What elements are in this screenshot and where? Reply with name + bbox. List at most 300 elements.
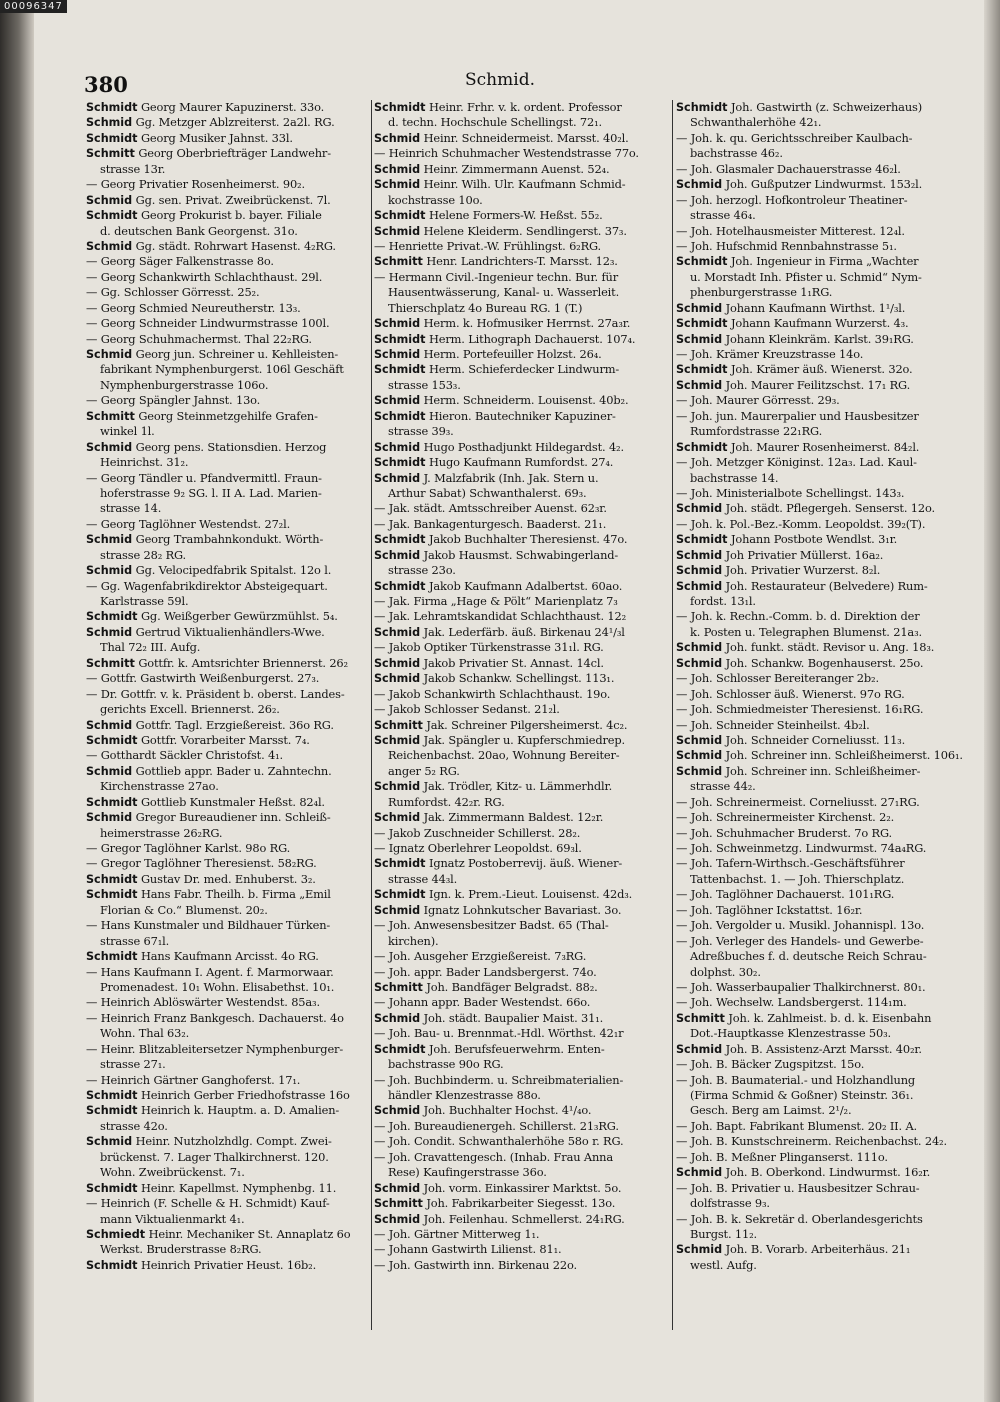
entry-text: Heinr. Schneidermeist. Marsst. 40₂l. — [420, 130, 629, 145]
entry-text: Jak. Trödler, Kitz- u. Lämmerhdlr. — [420, 779, 613, 794]
entry-text: — Joh. Wasserbaupalier Thalkirchnerst. 80₁. — [676, 979, 926, 994]
entry-text: Hieron. Bautechniker Kapuziner- — [425, 408, 616, 423]
entry-text: Karlstrasse 59l. — [100, 594, 189, 608]
directory-entry-line — [86, 193, 368, 208]
entry-text: — Joh. Condit. Schwanthalerhöhe 58o r. RG. — [374, 1134, 624, 1149]
surname: Schmid — [374, 625, 421, 639]
directory-entry-line — [676, 949, 964, 964]
entry-text: d. deutschen Bank Georgenst. 31o. — [100, 223, 298, 238]
directory-entry-line — [86, 934, 368, 949]
directory-entry-line — [676, 332, 964, 347]
entry-text: Jakob Schankw. Schellingst. 113₁. — [420, 671, 615, 686]
entry-text: — Joh. Schreinermeist. Corneliusst. 27₁RG. — [676, 794, 920, 809]
surname: Schmitt — [374, 255, 423, 269]
directory-entry-line — [374, 1134, 670, 1149]
surname: Schmid — [676, 1243, 723, 1257]
directory-entry-line — [86, 702, 368, 717]
surname: Schmid — [374, 1011, 421, 1025]
directory-entry-line — [374, 409, 670, 424]
entry-text: — Joh. k. Pol.-Bez.-Komm. Leopoldst. 39₂(T). — [676, 516, 926, 531]
directory-entry-line — [676, 517, 964, 532]
directory-entry-line — [86, 887, 368, 902]
directory-entry-line — [676, 270, 964, 285]
directory-entry-line — [676, 162, 964, 177]
surname: Schmid — [86, 239, 133, 253]
directory-entry-line — [676, 1042, 964, 1057]
directory-entry-line — [676, 872, 964, 887]
directory-entry-line — [374, 285, 670, 300]
directory-entry-line — [374, 455, 670, 470]
entry-text: Joh. Gastwirth (z. Schweizerhaus) — [727, 100, 923, 114]
directory-entry-line — [374, 1073, 670, 1088]
directory-entry-line — [374, 702, 670, 717]
directory-entry-line — [86, 718, 368, 733]
column-rule — [371, 100, 372, 1330]
directory-entry-line — [86, 779, 368, 794]
directory-entry-line — [86, 872, 368, 887]
surname: Schmid — [374, 1212, 421, 1226]
entry-text: Rumfordst. 42₂r. RG. — [388, 794, 505, 809]
directory-entry-line — [676, 594, 964, 609]
directory-entry-line — [86, 1026, 368, 1041]
entry-text: — Joh. Bureaudienergeh. Schillerst. 21₃RG. — [374, 1118, 619, 1133]
entry-text: strasse 14. — [100, 501, 162, 516]
entry-text: — Joh. k. qu. Gerichtsschreiber Kaulbach- — [676, 130, 913, 145]
entry-text: händler Klenzestrasse 88o. — [388, 1088, 541, 1102]
surname: Schmid — [374, 656, 421, 670]
entry-text: Joh. Feilenhau. Schmellerst. 24₁RG. — [420, 1211, 625, 1226]
entry-text: Kirchenstrasse 27ao. — [100, 779, 219, 794]
entry-text: Joh. Privatier Wurzerst. 8₂l. — [722, 563, 881, 578]
surname: Schmidt — [86, 610, 138, 624]
entry-text: Hans Fabr. Theilh. b. Firma „Emil — [137, 887, 331, 902]
entry-text: strasse 67₁l. — [100, 933, 170, 948]
surname: Schmid — [374, 440, 421, 454]
entry-text: Jakob Privatier St. Annast. 14cl. — [420, 655, 604, 670]
entry-text: Gg. sen. Privat. Zweibrückenst. 7l. — [132, 192, 331, 207]
directory-entry-line — [86, 532, 368, 547]
entry-text: — Gottfr. Gastwirth Weißenburgerst. 27₃. — [86, 671, 320, 686]
directory-entry-line — [374, 1150, 670, 1165]
entry-text: mann Viktualienmarkt 4₁. — [100, 1211, 245, 1226]
directory-entry-line — [676, 1212, 964, 1227]
surname: Schmid — [374, 224, 421, 238]
directory-entry-line — [374, 177, 670, 192]
entry-text: Rese) Kaufingerstrasse 36o. — [388, 1165, 547, 1180]
entry-text: dolfstrasse 9₃. — [690, 1196, 770, 1211]
surname: Schmidt — [374, 332, 426, 346]
entry-text: — Joh. Taglöhner Ickstattst. 16₂r. — [676, 902, 863, 917]
entry-text: Georg Maurer Kapuzinerst. 33o. — [137, 100, 325, 114]
entry-text: Georg Musiker Jahnst. 33l. — [137, 130, 293, 145]
entry-text: Promenadest. 10₁ Wohn. Elisabethst. 10₁. — [100, 979, 335, 994]
entry-text: — Joh. Glasmaler Dachauerstrasse 46₂l. — [676, 161, 901, 176]
surname: Schmitt — [374, 980, 423, 994]
entry-text: Heinrichst. 31₂. — [100, 455, 189, 470]
directory-entry-line — [676, 1073, 964, 1088]
entry-text: — Georg Privatier Rosenheimerst. 90₂. — [86, 177, 305, 192]
directory-entry-line — [676, 1088, 964, 1103]
surname: Schmid — [676, 1042, 723, 1056]
entry-text: — Joh. B. Bäcker Zugspitzst. 15o. — [676, 1057, 865, 1072]
entry-text: — Hermann Civil.-Ingenieur techn. Bur. für — [374, 269, 619, 284]
directory-entry-line — [374, 208, 670, 223]
directory-entry-line — [676, 224, 964, 239]
surname: Schmitt — [86, 409, 135, 423]
entry-text: Gottfr. Vorarbeiter Marsst. 7₄. — [137, 732, 310, 747]
directory-entry-line — [374, 810, 670, 825]
directory-entry-line — [374, 115, 670, 130]
directory-entry-line — [86, 362, 368, 377]
entry-text: heimerstrasse 26₂RG. — [100, 825, 223, 840]
directory-entry-line — [374, 718, 670, 733]
entry-text: — Joh. Schneider Steinheilst. 4b₂l. — [676, 717, 870, 732]
entry-text: Joh. k. Zahlmeist. b. d. k. Eisenbahn — [724, 1010, 932, 1025]
directory-entry-line — [374, 656, 670, 671]
surname: Schmidt — [374, 533, 426, 547]
directory-entry-line — [374, 224, 670, 239]
directory-entry-line — [86, 656, 368, 671]
directory-entry-line — [676, 656, 964, 671]
surname: Schmidt — [86, 131, 138, 145]
directory-entry-line — [676, 563, 964, 578]
entry-text: Heinrich Privatier Heust. 16b₂. — [137, 1257, 317, 1272]
entry-text: bachstrasse 14. — [690, 470, 779, 485]
directory-entry-line — [676, 131, 964, 146]
surname: Schmid — [676, 332, 723, 346]
entry-text: Tattenbachst. 1. — Joh. Thierschplatz. — [690, 871, 905, 886]
directory-entry-line — [676, 718, 964, 733]
entry-text: — Joh. Schweinmetzg. Lindwurmst. 74a₄RG. — [676, 841, 927, 855]
directory-entry-line — [86, 563, 368, 578]
surname: Schmid — [374, 178, 421, 192]
directory-entry-line — [676, 1227, 964, 1242]
directory-entry-line — [676, 980, 964, 995]
directory-entry-line — [86, 609, 368, 624]
entry-text: Joh. B. Vorarb. Arbeiterhäus. 21₁ — [722, 1242, 911, 1257]
entry-text: — Gregor Taglöhner Theresienst. 58₂RG. — [86, 856, 317, 871]
directory-entry-line — [374, 1181, 670, 1196]
directory-entry-line — [86, 517, 368, 532]
directory-entry-line — [86, 687, 368, 702]
directory-entry-line — [86, 440, 368, 455]
directory-entry-line — [86, 1134, 368, 1149]
entry-text: Hugo Kaufmann Rumfordst. 27₄. — [425, 455, 614, 470]
entry-text: Gottlieb appr. Bader u. Zahntechn. — [132, 763, 332, 778]
entry-text: — Joh. Vergolder u. Musikl. Johannispl. 13o. — [676, 918, 925, 933]
directory-entry-line — [86, 224, 368, 239]
entry-text: — Joh. Schreinermeister Kirchenst. 2₂. — [676, 810, 895, 825]
directory-entry-line — [374, 486, 670, 501]
directory-entry-line — [86, 625, 368, 640]
surname: Schmid — [676, 1166, 723, 1180]
directory-entry-line — [374, 1227, 670, 1242]
directory-entry-line — [676, 687, 964, 702]
directory-entry-line — [374, 1011, 670, 1026]
entry-text: Thierschplatz 4o Bureau RG. 1 (T.) — [388, 300, 583, 315]
directory-entry-line — [374, 903, 670, 918]
entry-text: Johann Kaufmann Wirthst. 1¹/₃l. — [722, 300, 906, 315]
directory-entry-line — [374, 980, 670, 995]
entry-text: Gesch. Berg am Laimst. 2¹/₂. — [690, 1103, 852, 1118]
surname: Schmidt — [86, 888, 138, 902]
entry-text: — Hans Kunstmaler und Bildhauer Türken- — [86, 918, 331, 933]
surname: Schmid — [374, 162, 421, 176]
surname: Schmid — [374, 811, 421, 825]
entry-text: Rumfordstrasse 22₁RG. — [690, 424, 823, 439]
directory-entry-line — [86, 1181, 368, 1196]
entry-text: Heinr. Zimmermann Auenst. 52₄. — [420, 161, 610, 176]
directory-entry-line — [676, 1134, 964, 1149]
surname: Schmidt — [374, 857, 426, 871]
surname: Schmidt — [676, 317, 728, 331]
surname: Schmidt — [374, 1042, 426, 1056]
entry-text: Hugo Posthadjunkt Hildegardst. 4₂. — [420, 439, 624, 454]
surname: Schmid — [374, 394, 421, 408]
directory-entry-line — [86, 1011, 368, 1026]
entry-text: — Georg Schankwirth Schlachthaust. 29l. — [86, 269, 323, 284]
entry-text: Gottlieb Kunstmaler Heßst. 82₄l. — [137, 794, 325, 809]
entry-text: Joh. Krämer äuß. Wienerst. 32o. — [727, 362, 913, 377]
entry-text: Heinrich k. Hauptm. a. D. Amalien- — [137, 1103, 340, 1118]
surname: Schmidt — [374, 888, 426, 902]
surname: Schmid — [374, 733, 421, 747]
entry-text: Joh. Schreiner inn. Schleißheimer- — [722, 763, 921, 778]
surname: Schmidt — [676, 255, 728, 269]
directory-entry-line — [86, 1057, 368, 1072]
directory-entry-line — [374, 1212, 670, 1227]
entry-text: — Joh. Krämer Kreuzstrasse 14o. — [676, 347, 864, 361]
directory-entry-line — [86, 285, 368, 300]
directory-entry-line — [374, 872, 670, 887]
directory-entry-line — [374, 887, 670, 902]
entry-text: — Gotthardt Säckler Christofst. 4₁. — [86, 748, 283, 763]
directory-entry-line — [374, 1258, 670, 1273]
directory-entry-line — [86, 177, 368, 192]
entry-text: Georg jun. Schreiner u. Kehlleisten- — [132, 347, 339, 361]
directory-entry-line — [374, 934, 670, 949]
directory-entry-line — [676, 347, 964, 362]
entry-text: — Georg Tändler u. Pfandvermittl. Fraun- — [86, 470, 322, 485]
entry-text: — Jakob Optiker Türkenstrasse 31₁l. RG. — [374, 640, 604, 655]
surname: Schmid — [676, 378, 723, 392]
directory-entry-line — [374, 640, 670, 655]
directory-entry-line — [374, 671, 670, 686]
directory-entry-line — [374, 146, 670, 161]
surname: Schmid — [676, 178, 723, 192]
entry-text: — Georg Säger Falkenstrasse 8o. — [86, 254, 274, 269]
entry-text: bachstrasse 90o RG. — [388, 1057, 504, 1072]
directory-entry-line — [374, 1026, 670, 1041]
directory-entry-line — [86, 1227, 368, 1242]
directory-entry-line — [676, 115, 964, 130]
surname: Schmidt — [374, 579, 426, 593]
directory-entry-line — [86, 347, 368, 362]
directory-entry-line — [676, 826, 964, 841]
entry-text: strasse 46₄. — [690, 208, 756, 223]
directory-entry-line — [374, 1057, 670, 1072]
entry-text: Jakob Hausmst. Schwabingerland- — [420, 547, 619, 562]
entry-text: Gg. städt. Rohrwart Hasenst. 4₂RG. — [132, 238, 336, 253]
surname: Schmid — [374, 471, 421, 485]
directory-entry-line — [374, 532, 670, 547]
directory-entry-line — [86, 239, 368, 254]
directory-entry-line — [676, 409, 964, 424]
entry-text: Joh. städt. Baupalier Maist. 31₁. — [420, 1010, 604, 1025]
directory-entry-line — [676, 146, 964, 161]
entry-text: Wohn. Thal 63₂. — [100, 1026, 190, 1041]
entry-text: strasse 44₃l. — [388, 871, 458, 886]
directory-entry-line — [86, 1150, 368, 1165]
directory-entry-line — [86, 1119, 368, 1134]
entry-text: J. Malzfabrik (Inh. Jak. Stern u. — [420, 470, 599, 485]
entry-text: Joh. Buchhalter Hochst. 4¹/₄o. — [420, 1103, 592, 1118]
directory-entry-line — [676, 239, 964, 254]
entry-text: Heinr. Kapellmst. Nymphenbg. 11. — [137, 1180, 337, 1195]
entry-text: Gottfr. k. Amtsrichter Briennerst. 26₂ — [134, 655, 348, 670]
entry-text: Adreßbuches f. d. deutsche Reich Schrau- — [690, 949, 927, 964]
directory-entry-line — [86, 1088, 368, 1103]
directory-entry-line — [374, 995, 670, 1010]
directory-entry-line — [86, 594, 368, 609]
entry-text: — Joh. Buchbinderm. u. Schreibmaterialien- — [374, 1072, 624, 1087]
entry-text: kochstrasse 10o. — [388, 192, 483, 207]
entry-text: — Gregor Taglöhner Karlst. 98o RG. — [86, 841, 291, 855]
directory-entry-line — [86, 254, 368, 269]
entry-text: Johann Kleinkräm. Karlst. 39₁RG. — [722, 331, 914, 346]
directory-entry-line — [86, 856, 368, 871]
directory-entry-line — [86, 378, 368, 393]
directory-entry-line — [374, 378, 670, 393]
surname: Schmid — [86, 348, 133, 361]
entry-text: Heinrich Gerber Friedhofstrasse 16o — [137, 1088, 350, 1102]
surname: Schmid — [676, 656, 723, 670]
entry-text: Georg Trambahnkondukt. Wörth- — [132, 532, 324, 547]
entry-text: kirchen). — [388, 933, 439, 948]
entry-text: — Joh. Metzger Königinst. 12a₃. Lad. Kaul- — [676, 455, 917, 470]
directory-entry-line — [676, 810, 964, 825]
entry-text: Heinr. Mechaniker St. Annaplatz 6o — [145, 1226, 351, 1241]
entry-text: — Joh. Taglöhner Dachauerst. 101₁RG. — [676, 887, 895, 902]
running-head: Schmid. — [465, 70, 535, 90]
entry-text: — Heinrich Gärtner Ganghoferst. 17₁. — [86, 1072, 301, 1087]
entry-text: — Georg Schuhmachermst. Thal 22₂RG. — [86, 331, 312, 346]
directory-entry-line — [676, 795, 964, 810]
directory-entry-line — [374, 131, 670, 146]
entry-text: — Heinrich Ablöswärter Westendst. 85a₃. — [86, 995, 320, 1010]
directory-entry-line — [86, 995, 368, 1010]
entry-text: Heinr. Nutzholzhdlg. Compt. Zwei- — [132, 1134, 332, 1149]
entry-text: Ignatz Postoberrevij. äuß. Wiener- — [425, 856, 623, 871]
directory-entry-line — [374, 362, 670, 377]
entry-text: Wohn. Zweibrückenst. 7₁. — [100, 1165, 245, 1180]
surname: Schmidt — [374, 209, 426, 223]
directory-entry-line — [86, 918, 368, 933]
entry-text: — Jakob Schlosser Sedanst. 21₂l. — [374, 702, 560, 717]
directory-entry-line — [86, 1212, 368, 1227]
directory-entry-line — [676, 285, 964, 300]
entry-text: Joh. Schneider Corneliusst. 11₃. — [722, 732, 906, 747]
directory-entry-line — [676, 1011, 964, 1026]
directory-entry-line — [374, 270, 670, 285]
directory-entry-line — [676, 301, 964, 316]
directory-entry-line — [86, 1242, 368, 1257]
surname: Schmitt — [374, 718, 423, 732]
entry-text: — Heinrich (F. Schelle & H. Schmidt) Kauf- — [86, 1196, 330, 1211]
directory-entry-line — [374, 594, 670, 609]
surname: Schmid — [374, 317, 421, 331]
directory-entry-line — [86, 795, 368, 810]
surname: Schmid — [676, 564, 723, 578]
entry-text: Georg pens. Stationsdien. Herzog — [132, 439, 327, 454]
directory-entry-line — [86, 486, 368, 501]
entry-text: — Joh. Schmiedmeister Theresienst. 16₁RG. — [676, 702, 924, 717]
entry-text: Jak. Schreiner Pilgersheimerst. 4c₂. — [422, 717, 628, 732]
directory-entry-line — [676, 193, 964, 208]
surname: Schmidt — [86, 101, 138, 114]
surname: Schmid — [86, 116, 133, 130]
entry-text: Herm. Lithograph Dachauerst. 107₄. — [425, 331, 636, 346]
directory-entry-line — [676, 625, 964, 640]
directory-entry-line — [676, 455, 964, 470]
entry-text: Joh. Maurer Feilitzschst. 17₁ RG. — [722, 377, 911, 392]
directory-entry-line — [676, 316, 964, 331]
column-rule — [672, 100, 673, 1330]
surname: Schmid — [676, 749, 723, 763]
directory-entry-line — [374, 1196, 670, 1211]
surname: Schmid — [676, 579, 723, 593]
directory-entry-line — [374, 625, 670, 640]
entry-text: — Jak. Lehramtskandidat Schlachthaust. 12₂ — [374, 609, 626, 624]
entry-text: Helene Formers-W. Heßst. 55₂. — [425, 208, 603, 223]
entry-text: — Joh. Tafern-Wirthsch.-Geschäftsführer — [676, 856, 905, 871]
directory-entry-line — [374, 254, 670, 269]
entry-text: Herm. Portefeuiller Holzst. 26₄. — [420, 347, 602, 361]
directory-entry-line — [374, 949, 670, 964]
directory-entry-line — [676, 1181, 964, 1196]
directory-entry-line — [374, 779, 670, 794]
entry-text: Schwanthalerhöhe 42₁. — [690, 115, 822, 130]
entry-text: Gregor Bureaudiener inn. Schleiß- — [132, 810, 331, 825]
directory-entry-line — [676, 856, 964, 871]
directory-entry-line — [374, 1042, 670, 1057]
entry-text: Georg Prokurist b. bayer. Filiale — [137, 208, 322, 223]
directory-entry-line — [374, 856, 670, 871]
directory-entry-line — [676, 640, 964, 655]
directory-entry-line — [86, 1165, 368, 1180]
entry-text: — Joh. Schlosser äuß. Wienerst. 97o RG. — [676, 686, 905, 701]
directory-entry-line — [676, 671, 964, 686]
directory-entry-line — [86, 841, 368, 856]
entry-text: strasse 23o. — [388, 563, 456, 578]
directory-entry-line — [676, 903, 964, 918]
directory-entry-line — [676, 440, 964, 455]
entry-text: d. techn. Hochschule Schellingst. 72₁. — [388, 115, 603, 130]
directory-entry-line — [86, 301, 368, 316]
surname: Schmidt — [86, 950, 138, 964]
entry-text: — Jakob Schankwirth Schlachthaust. 19o. — [374, 686, 611, 701]
directory-entry-line — [86, 826, 368, 841]
surname: Schmidt — [86, 1258, 138, 1272]
directory-entry-line — [86, 1073, 368, 1088]
entry-text: Joh. B. Assistenz-Arzt Marsst. 40₂r. — [722, 1041, 922, 1056]
surname: Schmid — [86, 811, 133, 825]
entry-text: fabrikant Nymphenburgerst. 106l Geschäft — [100, 362, 344, 377]
directory-entry-line — [676, 362, 964, 377]
directory-entry-line — [374, 517, 670, 532]
directory-entry-line — [374, 579, 670, 594]
entry-text: — Joh. Ministerialbote Schellingst. 143₃. — [676, 485, 905, 500]
